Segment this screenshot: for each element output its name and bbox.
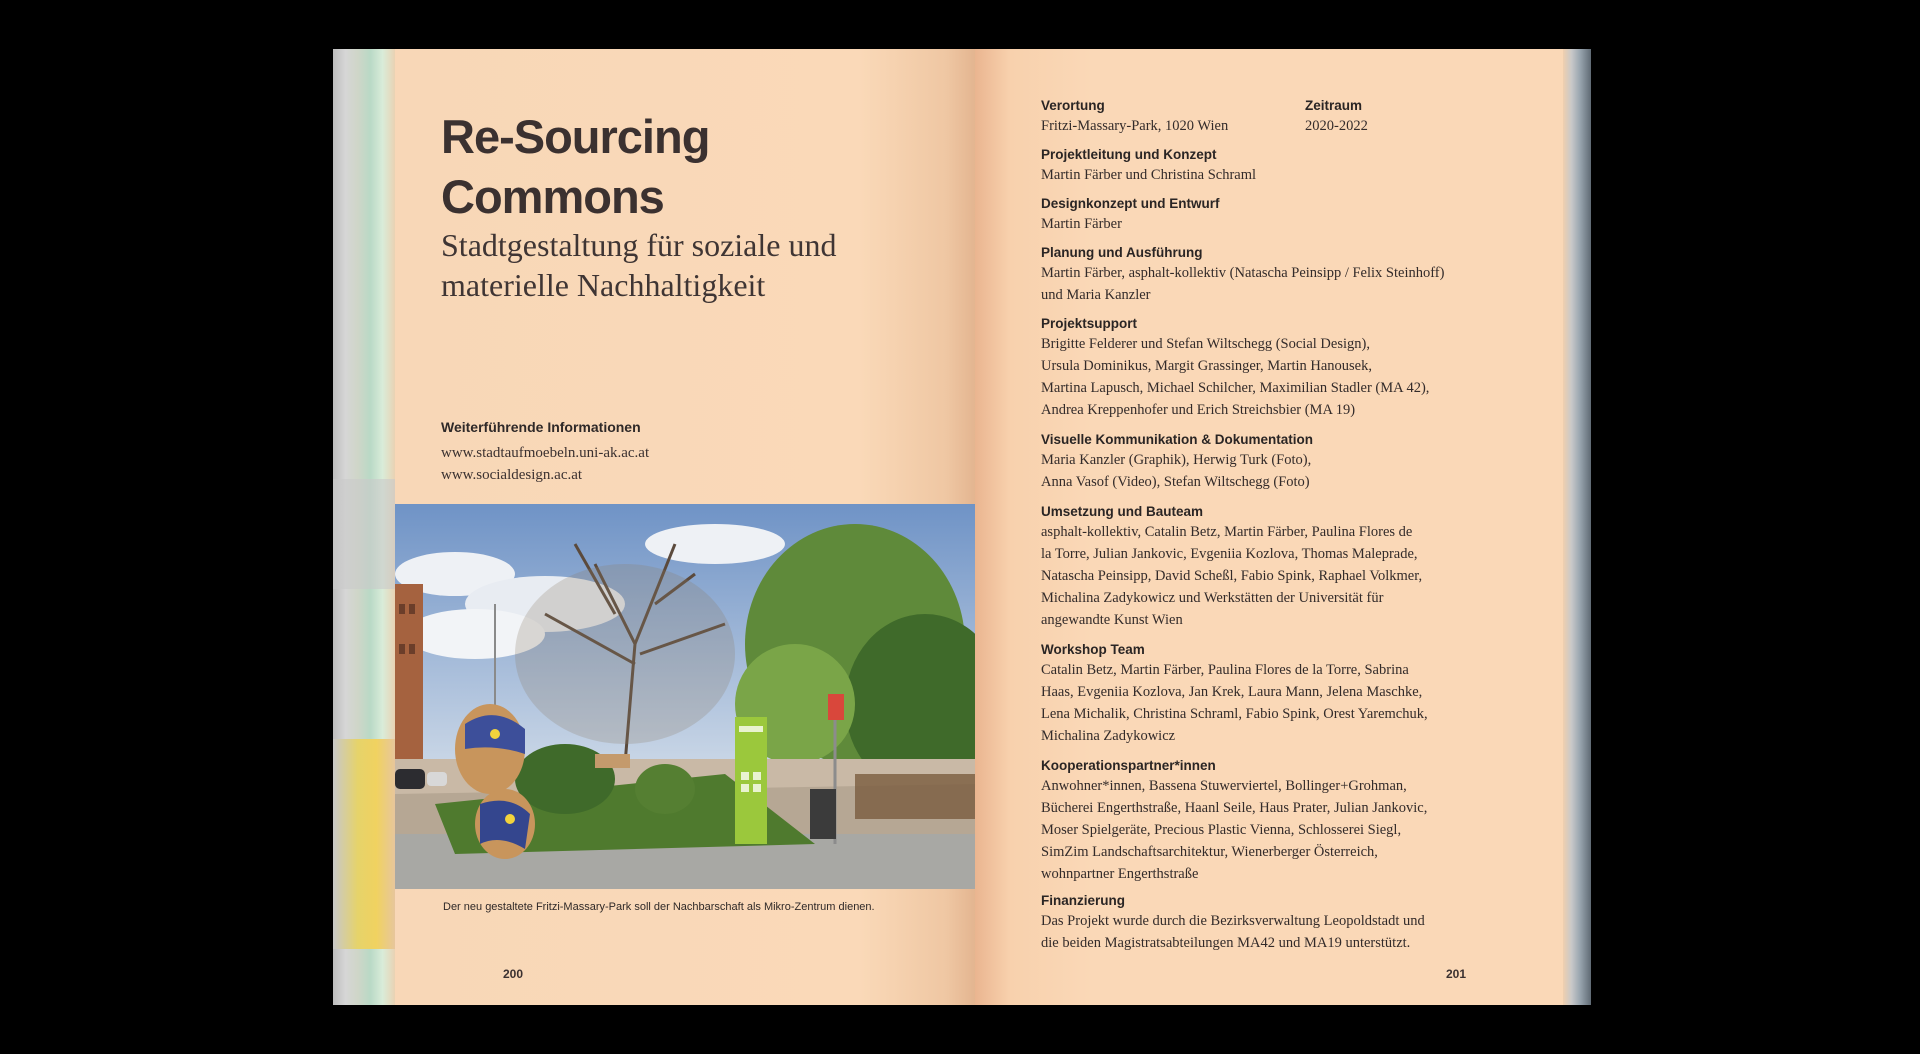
credits-section	[1041, 503, 1501, 631]
credits-section	[1041, 195, 1501, 235]
info-link: www.socialdesign.ac.at	[441, 467, 583, 483]
page-number-left: 200	[503, 967, 524, 981]
section-line: wohnpartner Engerthstraße	[1041, 866, 1199, 882]
photo-caption: Der neu gestaltete Fritzi-Massary-Park soll der Nachbarschaft als Mikro-Zentrum dienen.	[443, 901, 875, 913]
title-line: Commons	[441, 170, 664, 223]
page-number-right: 201	[1446, 967, 1467, 981]
page-subtitle	[441, 225, 836, 305]
section-line: Brigitte Felderer und Stefan Wiltschegg (Social Design),	[1041, 336, 1370, 352]
right-page	[975, 49, 1563, 1005]
section-line: Das Projekt wurde durch die Bezirksverwaltung Leopoldstadt und	[1041, 913, 1425, 929]
section-line: Martin Färber und Christina Schraml	[1041, 167, 1257, 183]
credits-section	[1041, 431, 1501, 493]
section-heading: Workshop Team	[1041, 642, 1145, 657]
section-line: Bücherei Engerthstraße, Haanl Seile, Haus Prater, Julian Jankovic,	[1041, 800, 1428, 816]
section-line: SimZim Landschaftsarchitektur, Wienerberger Österreich,	[1041, 844, 1378, 860]
section-line: Michalina Zadykowicz	[1041, 728, 1176, 744]
credits-section	[1041, 244, 1561, 306]
section-heading: Projektleitung und Konzept	[1041, 147, 1217, 162]
credits-section	[1041, 146, 1501, 186]
section-line: la Torre, Julian Jankovic, Evgeniia Kozlova, Thomas Maleprade,	[1041, 546, 1418, 562]
section-heading: Designkonzept und Entwurf	[1041, 196, 1220, 211]
section-line: Natascha Peinsipp, David Scheßl, Fabio Spink, Raphael Volkmer,	[1041, 568, 1423, 584]
section-line: Andrea Kreppenhofer und Erich Streichsbier (MA 19)	[1041, 402, 1356, 418]
period-heading: Zeitraum	[1305, 98, 1363, 113]
section-line: Lena Michalik, Christina Schraml, Fabio Spink, Orest Yaremchuk,	[1041, 706, 1428, 722]
section-heading: Planung und Ausführung	[1041, 245, 1203, 260]
period-block	[1305, 97, 1368, 137]
park-photo	[395, 504, 977, 889]
subtitle-line: materielle Nachhaltigkeit	[441, 267, 766, 303]
section-heading: Finanzierung	[1041, 893, 1125, 908]
open-book	[333, 49, 1591, 1005]
section-line: Moser Spielgeräte, Precious Plastic Vienna, Schlosserei Siegl,	[1041, 822, 1402, 838]
title-line: Re-Sourcing	[441, 110, 710, 163]
left-page	[395, 49, 975, 1005]
section-heading: Visuelle Kommunikation & Dokumentation	[1041, 432, 1314, 447]
section-line: Ursula Dominikus, Margit Grassinger, Martin Hanousek,	[1041, 358, 1372, 374]
location-heading: Verortung	[1041, 98, 1105, 113]
park-photo-illustration	[395, 504, 977, 889]
credits-section	[1041, 757, 1501, 885]
location-text: Fritzi-Massary-Park, 1020 Wien	[1041, 118, 1229, 134]
section-line: Michalina Zadykowicz und Werkstätten der Universität für	[1041, 590, 1384, 606]
section-line: angewandte Kunst Wien	[1041, 612, 1183, 628]
section-line: Martina Lapusch, Michael Schilcher, Maximilian Stadler (MA 42),	[1041, 380, 1430, 396]
section-line: Catalin Betz, Martin Färber, Paulina Flores de la Torre, Sabrina	[1041, 662, 1409, 678]
section-line: Haas, Evgeniia Kozlova, Jan Krek, Laura Mann, Jelena Maschke,	[1041, 684, 1423, 700]
section-heading: Kooperationspartner*innen	[1041, 758, 1216, 773]
credits-section	[1041, 892, 1501, 954]
section-line: Maria Kanzler (Graphik), Herwig Turk (Foto),	[1041, 452, 1312, 468]
section-line: Anwohner*innen, Bassena Stuwerviertel, Bollinger+Grohman,	[1041, 778, 1407, 794]
section-line: Anna Vasof (Video), Stefan Wiltschegg (Foto)	[1041, 474, 1310, 490]
section-heading: Projektsupport	[1041, 316, 1138, 331]
page-edges-right	[1563, 49, 1591, 1005]
period-text: 2020-2022	[1305, 118, 1368, 134]
credits-section	[1041, 315, 1501, 421]
section-line: asphalt-kollektiv, Catalin Betz, Martin Färber, Paulina Flores de	[1041, 524, 1413, 540]
credits-section	[1041, 641, 1501, 747]
subtitle-line: Stadtgestaltung für soziale und	[441, 227, 837, 263]
section-line: die beiden Magistratsabteilungen MA42 und MA19 unterstützt.	[1041, 935, 1411, 951]
page-title	[441, 107, 709, 227]
section-heading: Umsetzung und Bauteam	[1041, 504, 1204, 519]
page-edges-left	[333, 49, 395, 1005]
section-line: Martin Färber	[1041, 216, 1122, 232]
section-line: Martin Färber, asphalt-kollektiv (Natascha Peinsipp / Felix Steinhoff)	[1041, 265, 1445, 281]
section-line: und Maria Kanzler	[1041, 287, 1151, 303]
location-block	[1041, 97, 1228, 137]
info-link: www.stadtaufmoebeln.uni-ak.ac.at	[441, 445, 650, 461]
info-heading: Weiterführende Informationen	[441, 419, 641, 435]
